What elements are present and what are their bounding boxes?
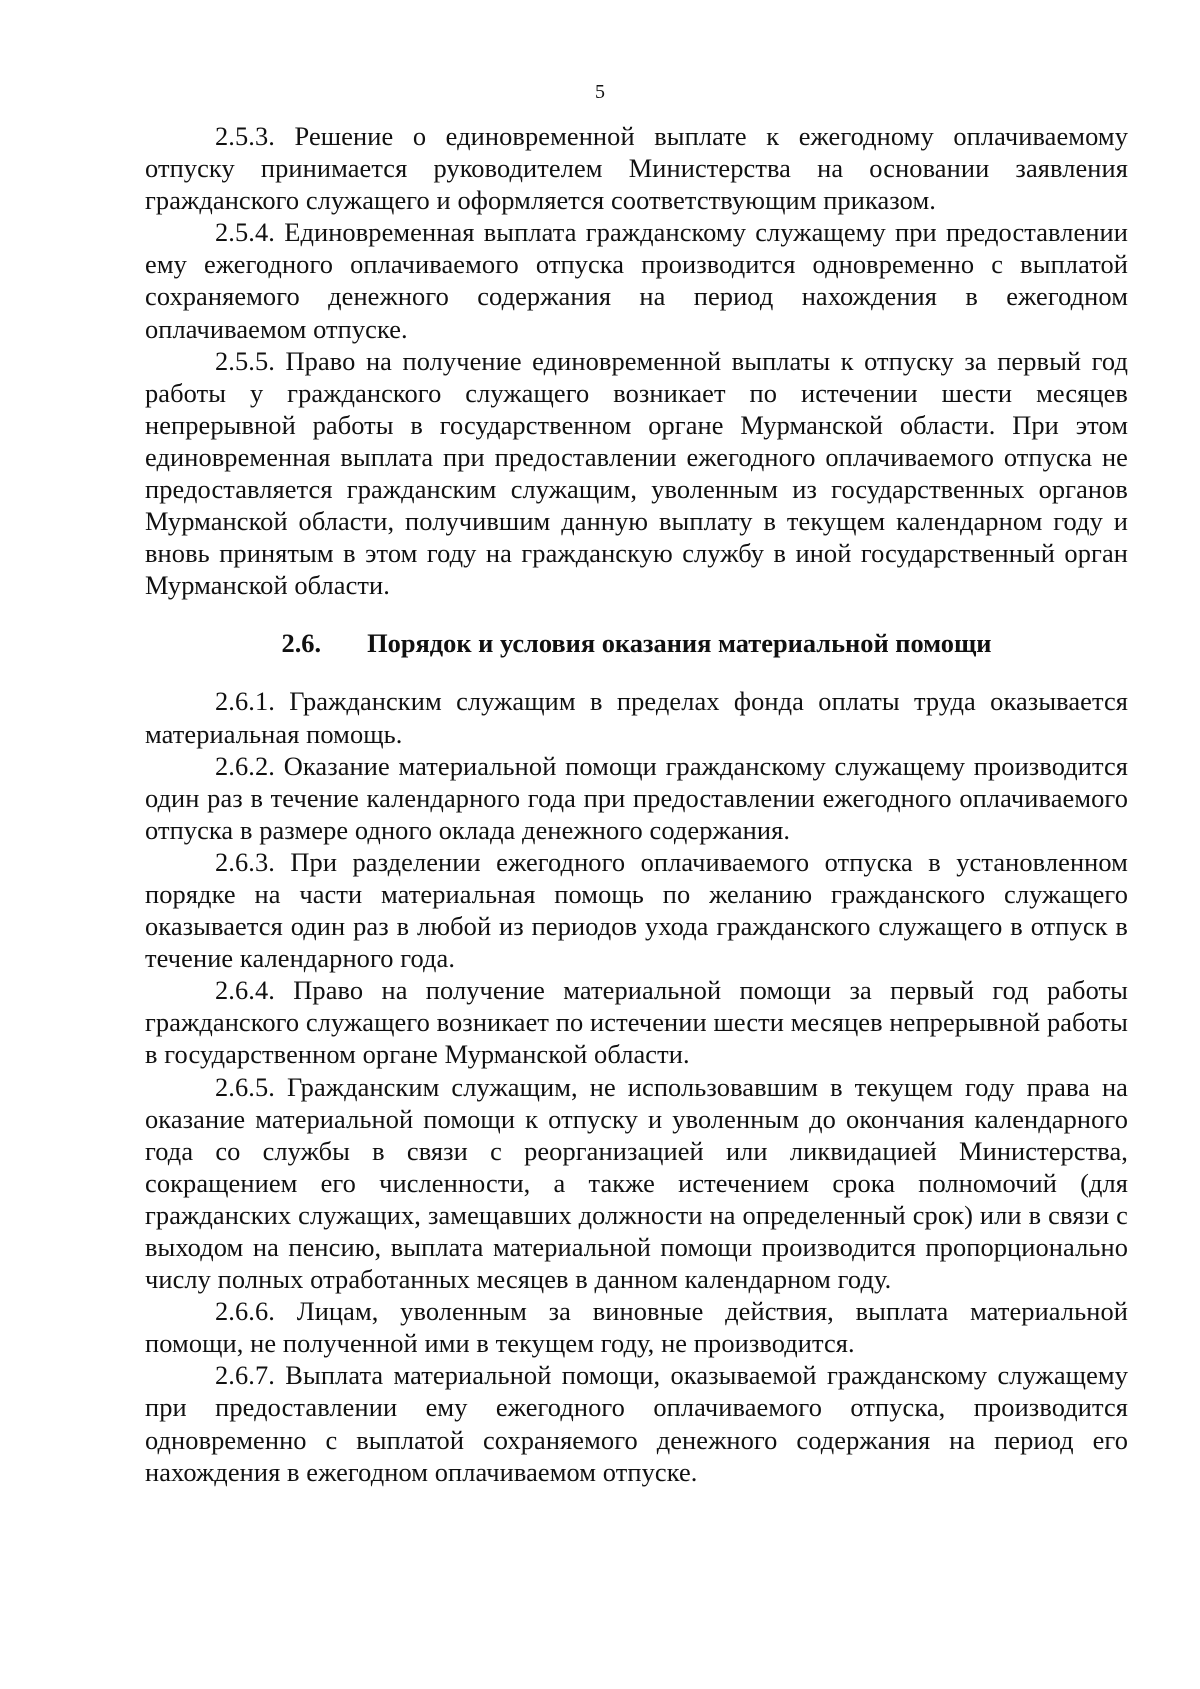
document-body [145,120,1128,1488]
paragraph-2-6-7: 2.6.7. Выплата материальной помощи, оказываемой гражданскому служащему при предоставлении ему ежегодного оплачиваемого отпуска, производится одновременно с выплатой сохраняемого денежного содержания на период его нахождения в ежегодном оплачиваемом отпуске. [145,1360,1128,1487]
page-number: 5 [595,81,605,103]
section-heading [145,601,1128,685]
section-number: 2.6. [281,628,322,659]
paragraph-2-6-5: 2.6.5. Гражданским служащим, не использовавшим в текущем году права на оказание материальной помощи к отпуску и уволенным до окончания календарного года со службы в связи с реорганизацией или ликвидацией Министерства, сокращением его численности, а также истечением срока полномочий (для гражданских служащих, замещавших должности на определенный срок) или в связи с выходом на пенсию, выплата материальной помощи производится пропорционально числу полных отработанных месяцев в данном календарном году. [145,1071,1128,1295]
paragraph-2-6-4: 2.6.4. Право на получение материальной помощи за первый год работы гражданского служащего возникает по истечении шести месяцев непрерывной работы в государственном органе Мурманской области. [145,975,1128,1070]
paragraph-2-6-1: 2.6.1. Гражданским служащим в пределах фонда оплаты труда оказывается материальная помощь. [145,686,1128,749]
section-title: Порядок и условия оказания материальной помощи [367,628,992,659]
paragraph-2-5-5: 2.5.5. Право на получение единовременной выплаты к отпуску за первый год работы у гражданского служащего возникает по истечении шести месяцев непрерывной работы в государственном органе Мурманской области. При этом единовременная выплата при предоставлении ежегодного оплачиваемого отпуска не предоставляется гражданским служащим, уволенным из государственных органов Мурманской области, получившим данную выплату в текущем календарном году и вновь принятым в этом году на гражданскую службу в иной государственный орган Мурманской области. [145,345,1128,601]
paragraph-2-6-3: 2.6.3. При разделении ежегодного оплачиваемого отпуска в установленном порядке на части материальная помощь по желанию гражданского служащего оказывается один раз в любой из периодов ухода гражданского служащего в отпуск в течение календарного года. [145,846,1128,974]
paragraph-2-6-6: 2.6.6. Лицам, уволенным за виновные действия, выплата материальной помощи, не полученной ими в текущем году, не производится. [145,1296,1128,1359]
paragraph-2-5-4: 2.5.4. Единовременная выплата гражданскому служащему при предоставлении ему ежегодного оплачиваемого отпуска производится одновременно с выплатой сохраняемого денежного содержания на период нахождения в ежегодном оплачиваемом отпуске. [145,217,1128,344]
paragraph-2-5-3: 2.5.3. Решение о единовременной выплате к ежегодному оплачиваемому отпуску принимается руководителем Министерства на основании заявления гражданского служащего и оформляется соответствующим приказом. [145,121,1128,216]
paragraph-2-6-2: 2.6.2. Оказание материальной помощи гражданскому служащему производится один раз в течение календарного года при предоставлении ежегодного оплачиваемого отпуска в размере одного оклада денежного содержания. [145,750,1128,845]
